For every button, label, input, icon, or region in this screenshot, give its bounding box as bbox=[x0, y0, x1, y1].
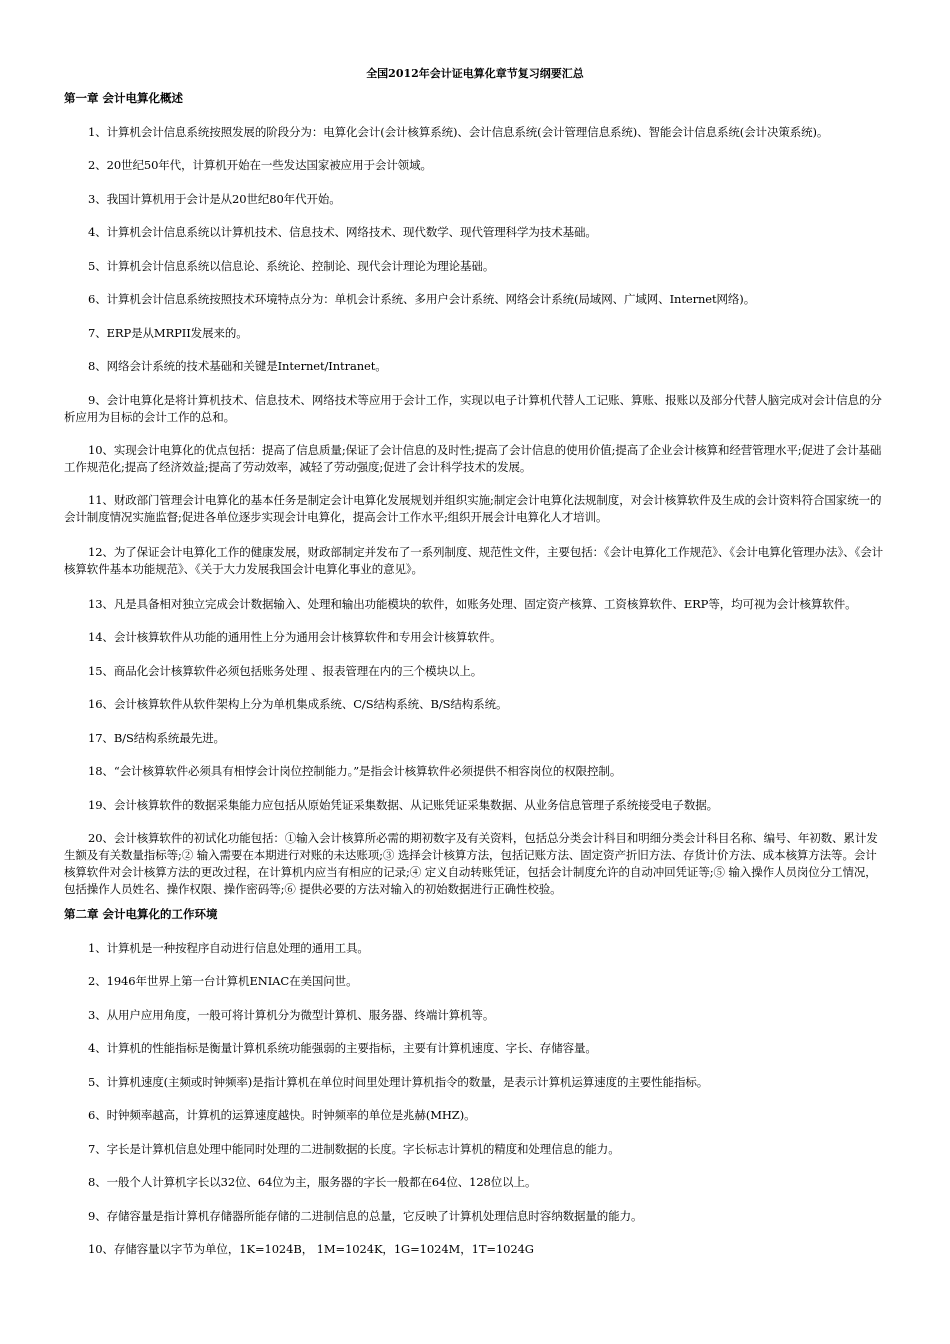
list-item: 4、计算机的性能指标是衡量计算机系统功能强弱的主要指标，主要有计算机速度、字长、存储容量。 bbox=[88, 1041, 597, 1055]
list-item: 8、一般个人计算机字长以32位、64位为主，服务器的字长一般都在64位、128位以上。 bbox=[88, 1175, 537, 1189]
list-item: 1、计算机是一种按程序自动进行信息处理的通用工具。 bbox=[88, 941, 369, 955]
list-item: 14、会计核算软件从功能的通用性上分为通用会计核算软件和专用会计核算软件。 bbox=[88, 630, 502, 644]
list-item: 17、B/S结构系统最先进。 bbox=[88, 731, 225, 745]
list-item: 16、会计核算软件从软件架构上分为单机集成系统、C/S结构系统、B/S结构系统。 bbox=[88, 697, 508, 711]
list-item: 4、计算机会计信息系统以计算机技术、信息技术、网络技术、现代数学、现代管理科学为技术基础。 bbox=[88, 225, 597, 239]
list-item: 20、会计核算软件的初试化功能包括：①输入会计核算所必需的期初数字及有关资料，包括总分类会计科目和明细分类会计科目名称、编号、年初数、累计发生额及有关数量指标等;② 输入需要在本期进行对账的未达账项;③ 选择会计核算方法，包括记账方法、固定资产折旧方法、存货计价方法、成本核算方法等。会计核算软件对会计核算方法的更改过程，在计算机内应当有相应的记录;④ 定义自动转账凭证，包括会计制度允许的自动冲回凭证等;⑤ 输入操作人员岗位分工情况，包括操作人员姓名、操作权限、操作密码等;⑥ 提供必要的方法对输入的初始数据进行正确性校验。 bbox=[64, 831, 878, 896]
list-item: 3、从用户应用角度，一般可将计算机分为微型计算机、服务器、终端计算机等。 bbox=[88, 1008, 495, 1022]
list-item: 6、时钟频率越高，计算机的运算速度越快。时钟频率的单位是兆赫(MHZ)。 bbox=[88, 1108, 476, 1122]
list-item: 11、财政部门管理会计电算化的基本任务是制定会计电算化发展规划并组织实施;制定会计电算化法规制度，对会计核算软件及生成的会计资料符合国家统一的会计制度情况实施监督;促进各单位逐步实现会计电算化，提高会计工作水平;组织开展会计电算化人才培训。 bbox=[64, 493, 882, 524]
list-item: 10、实现会计电算化的优点包括：提高了信息质量;保证了会计信息的及时性;提高了会计信息的使用价值;提高了企业会计核算和经营管理水平;促进了会计基础工作规范化;提高了经济效益;提高了劳动效率，减轻了劳动强度;促进了会计科学技术的发展。 bbox=[64, 443, 882, 474]
list-item: 2、20世纪50年代，计算机开始在一些发达国家被应用于会计领域。 bbox=[88, 158, 432, 172]
chapter-heading: 第一章 会计电算化概述 bbox=[64, 91, 184, 105]
list-item: 12、为了保证会计电算化工作的健康发展，财政部制定并发布了一系列制度、规范性文件，主要包括：《会计电算化工作规范》、《会计电算化管理办法》、《会计核算软件基本功能规范》、《关于大力发展我国会计电算化事业的意见》。 bbox=[64, 545, 884, 576]
list-item: 1、计算机会计信息系统按照发展的阶段分为：电算化会计(会计核算系统)、会计信息系统(会计管理信息系统)、智能会计信息系统(会计决策系统)。 bbox=[88, 125, 829, 139]
list-item: 15、商品化会计核算软件必须包括账务处理 、报表管理在内的三个模块以上。 bbox=[88, 664, 483, 678]
list-item: 9、存储容量是指计算机存储器所能存储的二进制信息的总量，它反映了计算机处理信息时容纳数据量的能力。 bbox=[88, 1209, 643, 1223]
list-item: 5、计算机速度(主频或时钟频率)是指计算机在单位时间里处理计算机指令的数量，是表示计算机运算速度的主要性能指标。 bbox=[88, 1075, 709, 1089]
list-item: 13、凡是具备相对独立完成会计数据输入、处理和输出功能模块的软件，如账务处理、固定资产核算、工资核算软件、ERP等，均可视为会计核算软件。 bbox=[88, 597, 857, 611]
list-item: 5、计算机会计信息系统以信息论、系统论、控制论、现代会计理论为理论基础。 bbox=[88, 259, 495, 273]
list-item: 8、网络会计系统的技术基础和关键是Internet/Intranet。 bbox=[88, 359, 387, 373]
list-item: 10、存储容量以字节为单位，1K=1024B， 1M=1024K，1G=1024M，1T=1024G bbox=[88, 1242, 534, 1256]
list-item: 9、会计电算化是将计算机技术、信息技术、网络技术等应用于会计工作，实现以电子计算机代替人工记账、算账、报账以及部分代替人脑完成对会计信息的分析应用为目标的会计工作的总和。 bbox=[64, 393, 882, 424]
list-item: 7、ERP是从MRPII发展来的。 bbox=[88, 326, 248, 340]
list-item: 3、我国计算机用于会计是从20世纪80年代开始。 bbox=[88, 192, 341, 206]
list-item: 18、“会计核算软件必须具有相悖会计岗位控制能力。”是指会计核算软件必须提供不相容岗位的权限控制。 bbox=[88, 764, 622, 778]
document-title: 全国2012年会计证电算化章节复习纲要汇总 bbox=[366, 67, 584, 80]
list-item: 19、会计核算软件的数据采集能力应包括从原始凭证采集数据、从记账凭证采集数据、从业务信息管理子系统接受电子数据。 bbox=[88, 798, 719, 812]
chapter-heading: 第二章 会计电算化的工作环境 bbox=[64, 907, 218, 921]
list-item: 7、字长是计算机信息处理中能同时处理的二进制数据的长度。字长标志计算机的精度和处理信息的能力。 bbox=[88, 1142, 620, 1156]
list-item: 2、1946年世界上第一台计算机ENIAC在美国问世。 bbox=[88, 974, 358, 988]
list-item: 6、计算机会计信息系统按照技术环境特点分为：单机会计系统、多用户会计系统、网络会计系统(局域网、广域网、Internet网络)。 bbox=[88, 292, 756, 306]
